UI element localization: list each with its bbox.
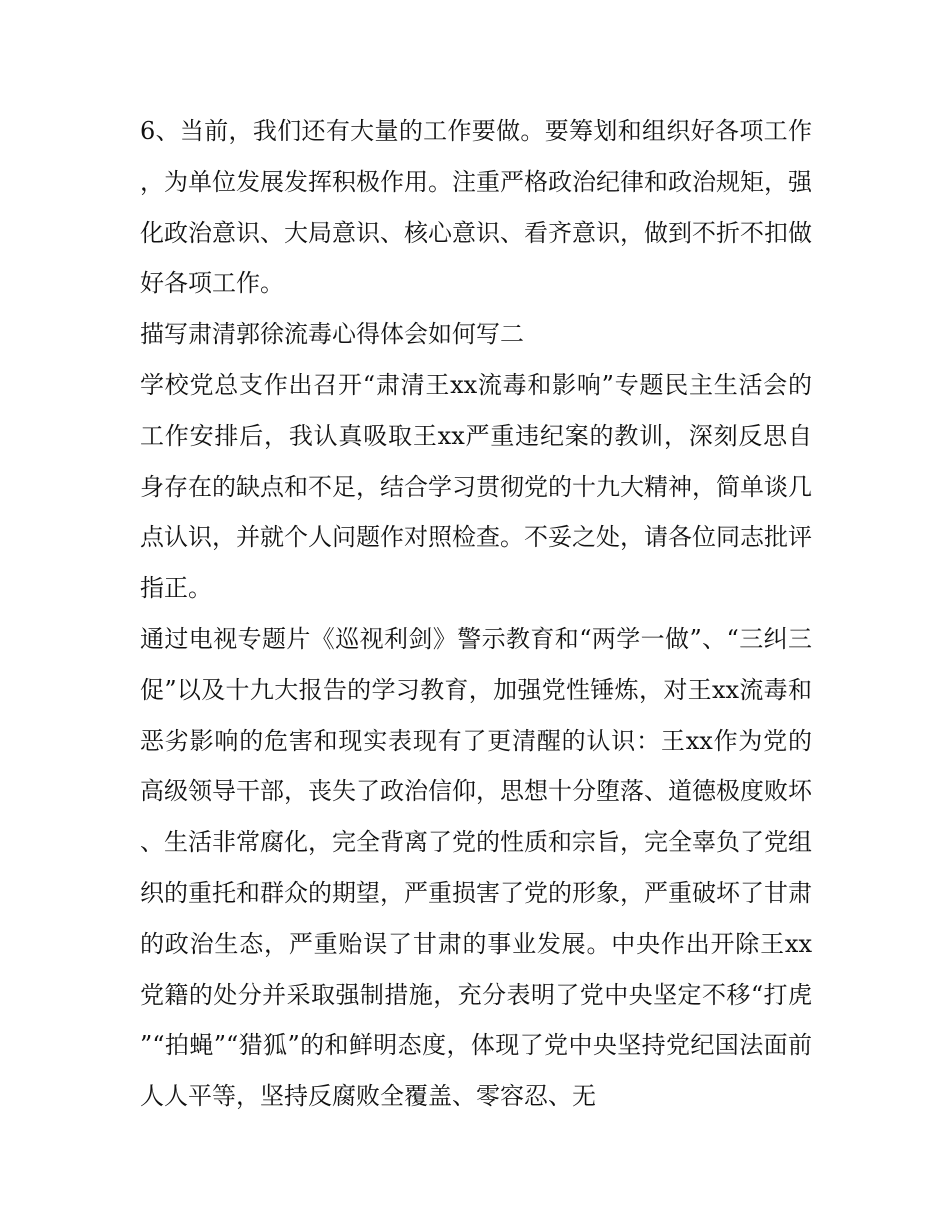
paragraph-study-reflection: 通过电视专题片《巡视利剑》警示教育和“两学一做”、“三纠三促”以及十九大报告的学习教育，加强党性锤炼，对王xx流毒和恶劣影响的危害和现实表现有了更清醒的认识：王xx作为党的高级领导干部，丧失了政治信仰，思想十分堕落、道德极度败坏、生活非常腐化，完全背离了党的性质和宗旨，完全辜负了党组织的重托和群众的期望，严重损害了党的形象，严重破坏了甘肃的政治生态，严重贻误了甘肃的事业发展。中央作出开除王xx党籍的处分并采取强制措施，充分表明了党中央坚定不移“打虎”“拍蝇”“猎狐”的和鲜明态度，体现了党中央坚持党纪国法面前人人平等，坚持反腐败全覆盖、零容忍、无 [140,624,812,1111]
paragraph-meeting-intro: 学校党总支作出召开“肃清王xx流毒和影响”专题民主生活会的工作安排后，我认真吸取王xx严重违纪案的教训，深刻反思自身存在的缺点和不足，结合学习贯彻党的十九大精神，简单谈几点认识，并就个人问题作对照检查。不妥之处，请各位同志批评指正。 [140,370,812,603]
document-body [140,106,812,1122]
paragraph-work-arrangement: 6、当前，我们还有大量的工作要做。要筹划和组织好各项工作，为单位发展发挥积极作用。注重严格政治纪律和政治规矩，强化政治意识、大局意识、核心意识、看齐意识，做到不折不扣做好各项工作。 [140,117,812,298]
section-heading: 描写肃清郭徐流毒心得体会如何写二 [140,320,524,349]
